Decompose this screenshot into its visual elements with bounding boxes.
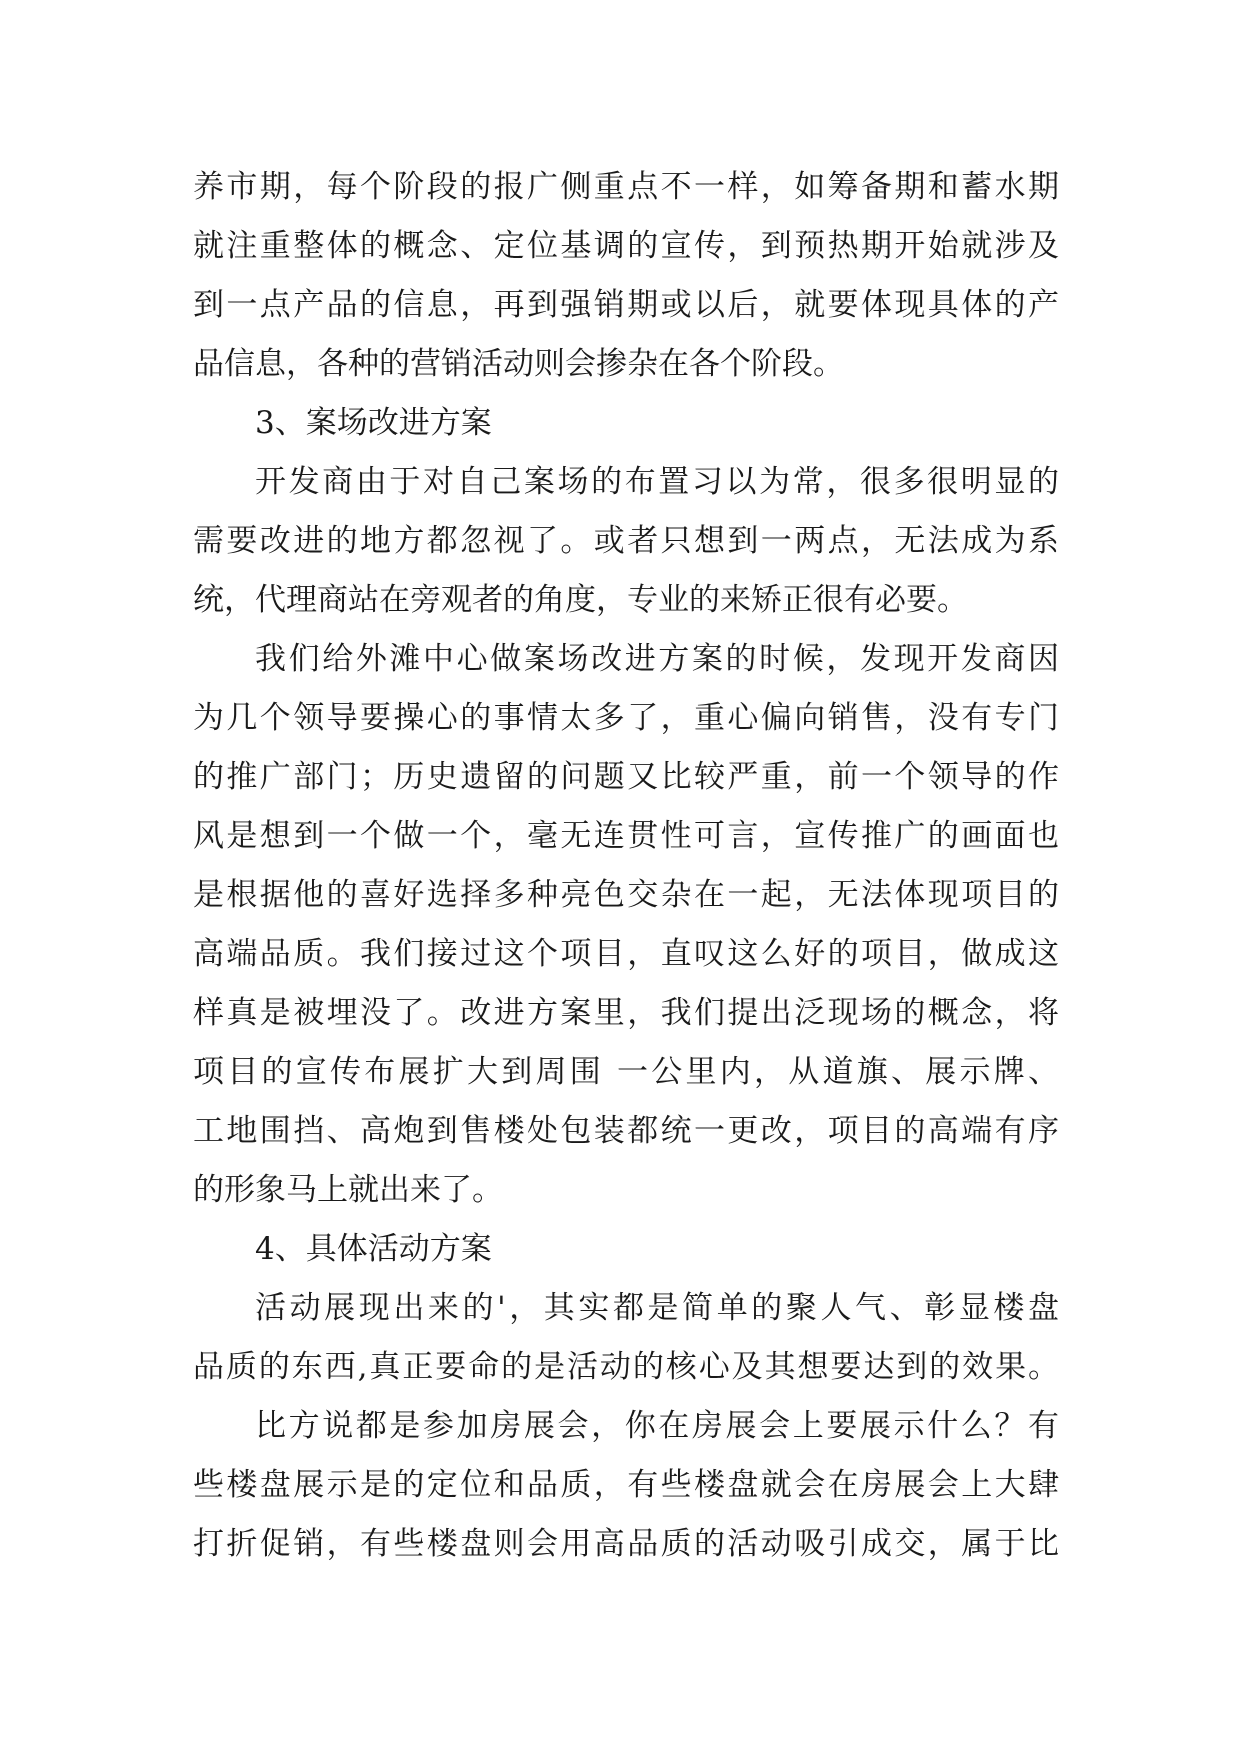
section-heading: 4、具体活动方案 <box>255 1231 492 1267</box>
text-line: 比方说都是参加房展会，你在房展会上要展示什么？有 <box>255 1408 1059 1444</box>
text-line: 为几个领导要操心的事情太多了，重心偏向销售，没有专门 <box>193 700 1059 736</box>
text-line: 的形象马上就出来了。 <box>193 1172 503 1208</box>
section-heading: 3、案场改进方案 <box>255 405 492 441</box>
text-line: 需要改进的地方都忽视了。或者只想到一两点，无法成为系 <box>193 523 1059 559</box>
text-line: 品质的东西,真正要命的是活动的核心及其想要达到的效果。 <box>193 1349 1059 1385</box>
text-line: 高端品质。我们接过这个项目，直叹这么好的项目，做成这 <box>193 936 1059 972</box>
text-line: 的推广部门；历史遗留的问题又比较严重，前一个领导的作 <box>193 759 1059 795</box>
text-line: 养市期，每个阶段的报广侧重点不一样，如筹备期和蓄水期 <box>193 169 1059 205</box>
text-line: 品信息，各种的营销活动则会掺杂在各个阶段。 <box>193 346 844 382</box>
text-line: 开发商由于对自己案场的布置习以为常，很多很明显的 <box>255 464 1059 500</box>
text-line: 项目的宣传布展扩大到周围 一公里内，从道旗、展示牌、 <box>193 1054 1059 1090</box>
text-line: 些楼盘展示是的定位和品质，有些楼盘就会在房展会上大肆 <box>193 1467 1059 1503</box>
text-line: 是根据他的喜好选择多种亮色交杂在一起，无法体现项目的 <box>193 877 1059 913</box>
body-text <box>193 158 1059 1574</box>
text-line: 风是想到一个做一个，毫无连贯性可言，宣传推广的画面也 <box>193 818 1059 854</box>
text-line: 打折促销，有些楼盘则会用高品质的活动吸引成交，属于比 <box>193 1526 1059 1562</box>
text-line: 样真是被埋没了。改进方案里，我们提出泛现场的概念，将 <box>193 995 1059 1031</box>
text-line: 活动展现出来的'，其实都是简单的聚人气、彰显楼盘 <box>255 1290 1059 1326</box>
text-line: 就注重整体的概念、定位基调的宣传，到预热期开始就涉及 <box>193 228 1059 264</box>
text-line: 统，代理商站在旁观者的角度，专业的来矫正很有必要。 <box>193 582 968 618</box>
text-line: 工地围挡、高炮到售楼处包装都统一更改，项目的高端有序 <box>193 1113 1059 1149</box>
text-line: 我们给外滩中心做案场改进方案的时候，发现开发商因 <box>255 641 1059 677</box>
text-line: 到一点产品的信息，再到强销期或以后，就要体现具体的产 <box>193 287 1059 323</box>
